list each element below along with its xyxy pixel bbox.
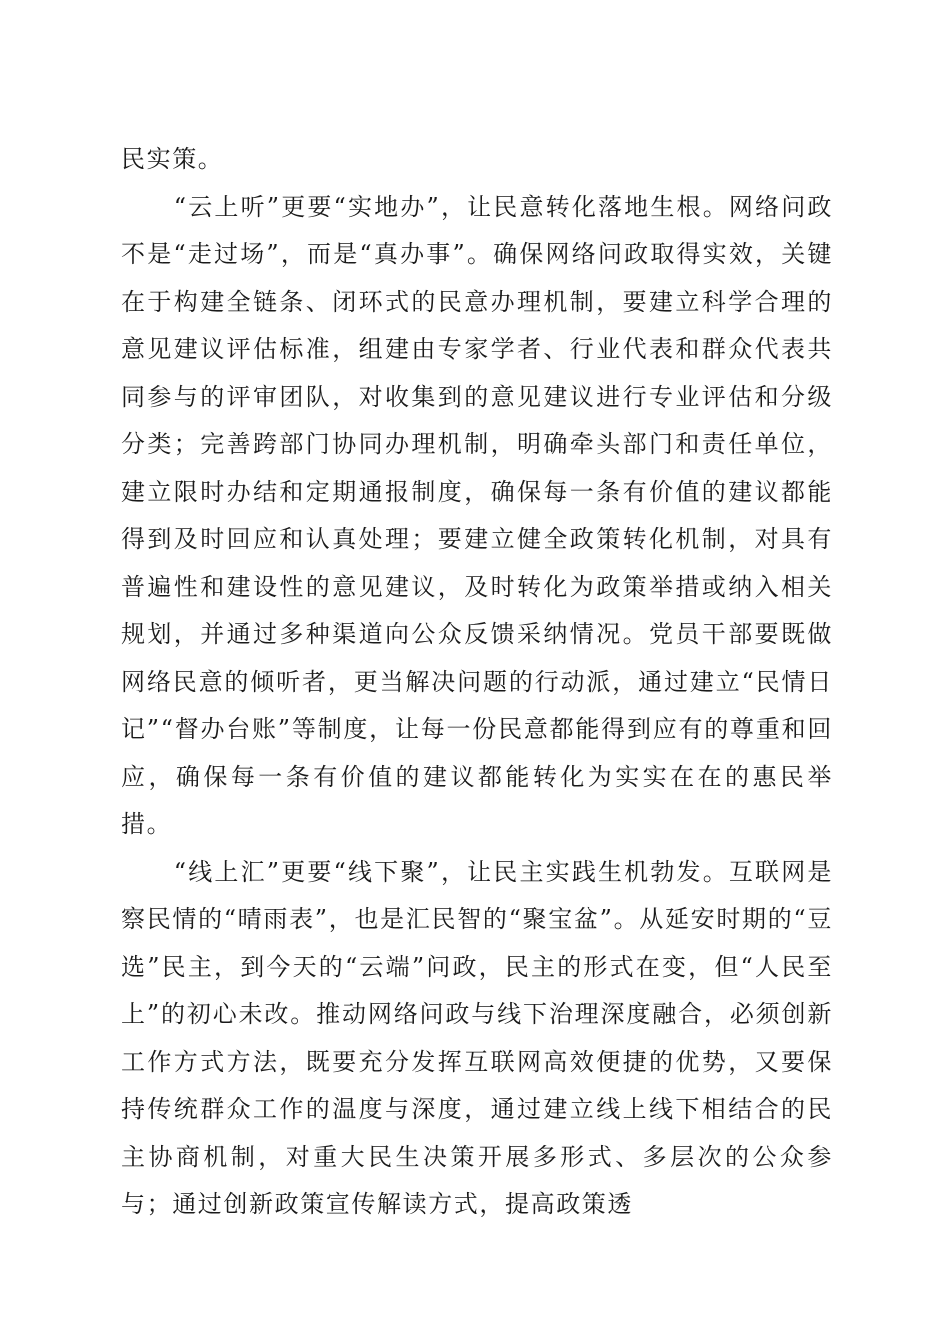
paragraph-cloud-listening: “云上听”更要“实地办”，让民意转化落地生根。网络问政不是“走过场”，而是“真办事”。确保网络问政取得实效，关键在于构建全链条、闭环式的民意办理机制，要建立科学合理的意见建议评估标准，组建由专家学者、行业代表和群众代表共同参与的评审团队，对收集到的意见建议进行专业评估和分级分类；完善跨部门协同办理机制，明确牵头部门和责任单位，建立限时办结和定期通报制度，确保每一条有价值的建议都能得到及时回应和认真处理；要建立健全政策转化机制，对具有普遍性和建设性的意见建议，及时转化为政策举措或纳入相关规划，并通过多种渠道向公众反馈采纳情况。党员干部要既做网络民意的倾听者，更当解决问题的行动派，通过建立“民情日记”“督办台账”等制度，让每一份民意都能得到应有的尊重和回应，确保每一条有价值的建议都能转化为实实在在的惠民举措。 — [121, 192, 833, 838]
paragraph-online-offline: “线上汇”更要“线下聚”，让民主实践生机勃发。互联网是察民情的“晴雨表”，也是汇民智的“聚宝盆”。从延安时期的“豆选”民主，到今天的“云端”问政，民主的形式在变，但“人民至上”的初心未改。推动网络问政与线下治理深度融合，必须创新工作方式方法，既要充分发挥互联网高效便捷的优势，又要保持传统群众工作的温度与深度，通过建立线上线下相结合的民主协商机制，对重大民生决策开展多形式、多层次的公众参与；通过创新政策宣传解读方式，提高政策透 — [121, 857, 833, 1218]
document-body — [121, 136, 833, 1229]
paragraph-continuation: 民实策。 — [121, 145, 224, 173]
